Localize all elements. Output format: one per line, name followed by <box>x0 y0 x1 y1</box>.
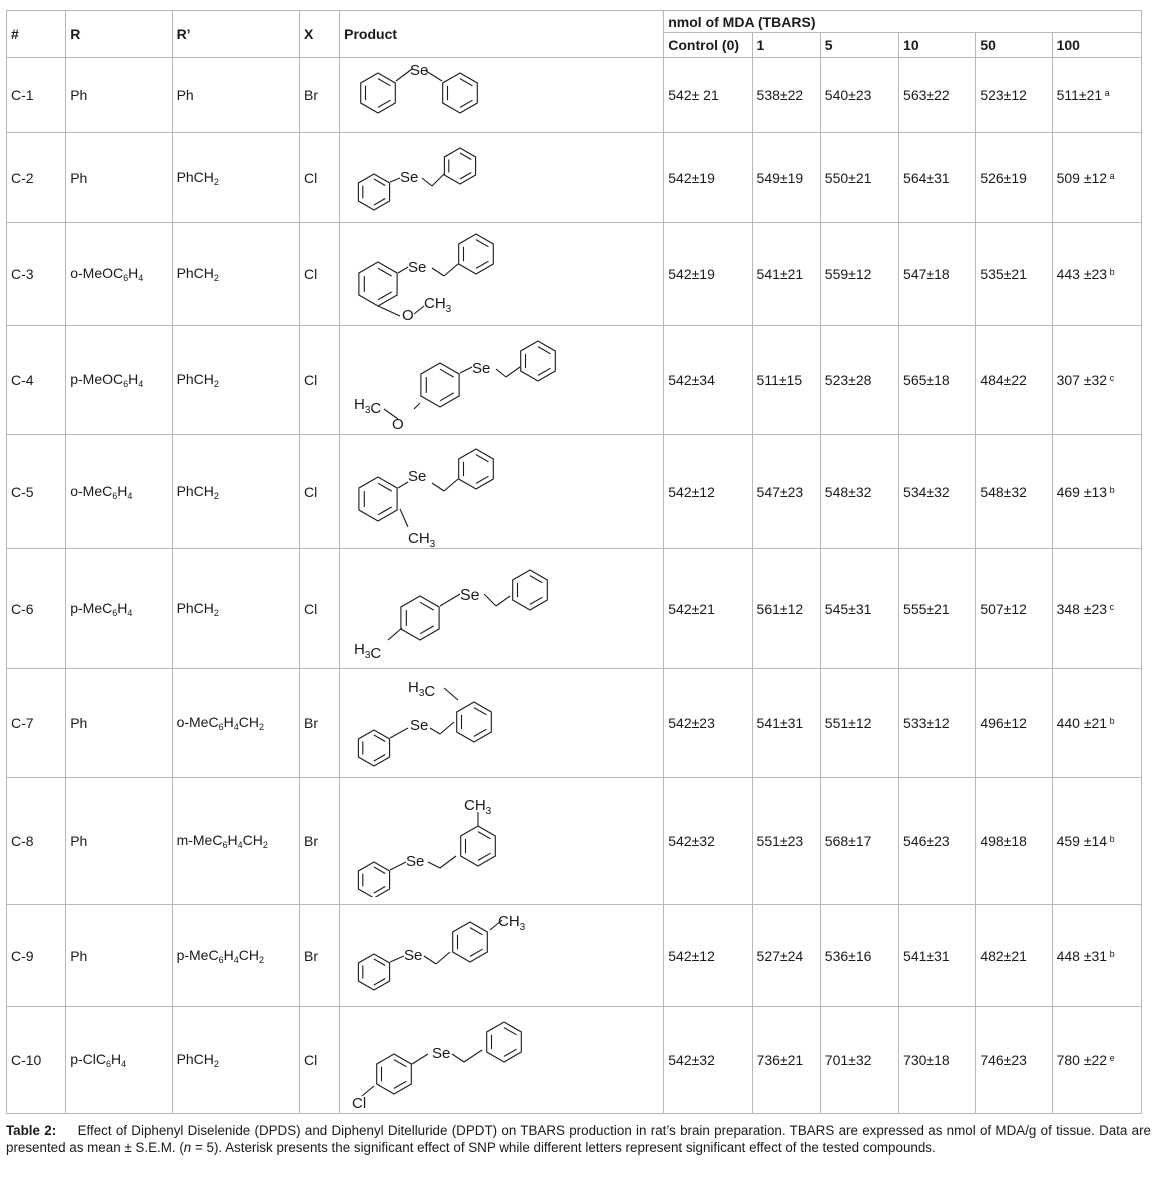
product-structure <box>340 223 664 326</box>
halide-x: Br <box>300 58 340 133</box>
significance-letter: b <box>1107 484 1115 495</box>
mda-value-1: 541±21 <box>752 223 820 326</box>
halide-x: Cl <box>300 1007 340 1114</box>
mda-value-0: 542±19 <box>664 223 752 326</box>
header-conc-5: 100 <box>1052 33 1141 58</box>
compound-id: C-4 <box>7 326 66 435</box>
mda-value-0: 542±23 <box>664 669 752 778</box>
molecule-drawing <box>344 785 644 897</box>
selenium-label: Se <box>404 946 423 964</box>
molecule-drawing <box>344 553 644 665</box>
selenium-label: Se <box>406 853 425 870</box>
caption-text-end: = 5). Asterisk presents the significant effect of SNP while different letters represent significant effect of the tested compounds. <box>191 1140 936 1155</box>
molecule-drawing <box>344 1008 644 1113</box>
r-prime-group: PhCH$_2$ <box>172 1007 299 1114</box>
mda-value-2: 548±32 <box>820 435 898 549</box>
header-mda-group: nmol of MDA (TBARS) <box>664 11 1142 33</box>
r-prime-group: PhCH$_2$ <box>172 223 299 326</box>
r-prime-group: Ph <box>172 58 299 133</box>
table-row <box>7 669 1142 778</box>
oxygen-label: O <box>392 415 404 433</box>
product-structure <box>340 435 664 549</box>
significance-letter: a <box>1102 88 1110 98</box>
mda-value-0: 542±12 <box>664 905 752 1007</box>
molecule-drawing <box>344 134 644 222</box>
table-row <box>7 223 1142 326</box>
table-row <box>7 1007 1142 1114</box>
significance-letter: b <box>1107 267 1115 277</box>
mda-value-2: 523±28 <box>820 326 898 435</box>
table-row <box>7 549 1142 669</box>
mda-value-1: 551±23 <box>752 778 820 905</box>
r-group: Ph <box>66 905 172 1007</box>
caption-label: Table 2: <box>6 1123 57 1138</box>
r-group: $o-MeOC_6H_4$ <box>66 223 172 326</box>
halide-x: Br <box>300 669 340 778</box>
r-group: Ph <box>66 778 172 905</box>
header-conc-3: 10 <box>899 33 976 58</box>
methyl-label: $CH_3$ <box>498 912 526 933</box>
product-structure <box>340 133 664 223</box>
product-structure <box>340 905 664 1007</box>
significance-letter: b <box>1107 716 1115 726</box>
molecule-drawing <box>344 59 644 132</box>
table-row <box>7 778 1142 905</box>
halide-x: Br <box>300 905 340 1007</box>
r-prime-group: PhCH$_2$ <box>172 435 299 549</box>
mda-value-1: 541±31 <box>752 669 820 778</box>
table-row <box>7 326 1142 435</box>
mda-value-0: 542± 21 <box>664 58 752 133</box>
mda-value-1: 549±19 <box>752 133 820 223</box>
mda-value-3: 555±21 <box>899 549 976 669</box>
r-group: $p-ClC_6H_4$ <box>66 1007 172 1114</box>
mda-value-1: 511±15 <box>752 326 820 435</box>
mda-value-2: 701±32 <box>820 1007 898 1114</box>
mda-value-5: 511±21 $^a$ <box>1052 58 1141 133</box>
r-group: Ph <box>66 669 172 778</box>
selenium-label: Se <box>410 61 429 79</box>
caption-text: Effect of Diphenyl Diselenide (DPDS) and Diphenyl Ditelluride (DPDT) on TBARS production in rat’s brain preparation. TBARS are expressed as nmol of MDA/g of tissue. Data are presented as mean ± S.E.M. ( <box>6 1123 1151 1155</box>
r-group: Ph <box>66 133 172 223</box>
mda-value-2: 559±12 <box>820 223 898 326</box>
compound-id: C-9 <box>7 905 66 1007</box>
halide-x: Cl <box>300 223 340 326</box>
selenium-label: Se <box>410 716 429 734</box>
selenium-label: Se <box>472 359 491 377</box>
compound-id: C-8 <box>7 778 66 905</box>
mda-value-5: 509 ±12 $^a$ <box>1052 133 1141 223</box>
compound-id: C-10 <box>7 1007 66 1114</box>
compound-id: C-1 <box>7 58 66 133</box>
mda-value-3: 546±23 <box>899 778 976 905</box>
halide-x: Cl <box>300 549 340 669</box>
halide-x: Cl <box>300 133 340 223</box>
mda-value-3: 547±18 <box>899 223 976 326</box>
mda-value-2: 551±12 <box>820 669 898 778</box>
header-conc-0: Control (0) <box>664 33 752 58</box>
mda-value-5: 459 ±14 $^b$ <box>1052 778 1141 905</box>
mda-value-3: 541±31 <box>899 905 976 1007</box>
selenium-label: Se <box>408 467 427 485</box>
product-structure <box>340 669 664 778</box>
mda-value-5: 348 ±23 $^c$ <box>1052 549 1141 669</box>
mda-value-2: 568±17 <box>820 778 898 905</box>
significance-letter: e <box>1107 1053 1115 1063</box>
significance-letter: b <box>1107 834 1115 844</box>
halide-x: Cl <box>300 435 340 549</box>
mda-value-4: 523±12 <box>976 58 1052 133</box>
mda-value-5: 469 ±13 $^b$ <box>1052 435 1141 549</box>
mda-value-0: 542±12 <box>664 435 752 549</box>
mda-value-1: 561±12 <box>752 549 820 669</box>
molecule-drawing <box>344 436 644 548</box>
methyl-label: $H_3C$ <box>354 395 382 417</box>
mda-value-0: 542±32 <box>664 778 752 905</box>
r-prime-group: $p-MeC_6H_4CH_2$ <box>172 905 299 1007</box>
product-structure <box>340 326 664 435</box>
compound-id: C-7 <box>7 669 66 778</box>
mda-value-3: 534±32 <box>899 435 976 549</box>
chlorine-label: Cl <box>352 1094 367 1112</box>
header-number: # <box>7 11 66 58</box>
mda-value-3: 564±31 <box>899 133 976 223</box>
mda-value-4: 484±22 <box>976 326 1052 435</box>
methyl-label: $CH_3$ <box>464 797 492 817</box>
molecule-drawing <box>344 224 644 325</box>
mda-value-4: 507±12 <box>976 549 1052 669</box>
mda-value-4: 526±19 <box>976 133 1052 223</box>
table-row <box>7 58 1142 133</box>
mda-value-3: 730±18 <box>899 1007 976 1114</box>
halide-x: Br <box>300 778 340 905</box>
mda-value-5: 780 ±22 $^e$ <box>1052 1007 1141 1114</box>
methyl-label: $H_3C$ <box>408 678 436 700</box>
mda-value-5: 307 ±32 $^c$ <box>1052 326 1141 435</box>
mda-value-1: 547±23 <box>752 435 820 549</box>
r-group: $p-MeC_6H_4$ <box>66 549 172 669</box>
mda-value-4: 498±18 <box>976 778 1052 905</box>
compound-id: C-6 <box>7 549 66 669</box>
mda-value-4: 746±23 <box>976 1007 1052 1114</box>
molecule-drawing <box>344 327 644 434</box>
table-row <box>7 905 1142 1007</box>
header-x: X <box>300 11 340 58</box>
mda-value-3: 533±12 <box>899 669 976 778</box>
oxygen-label: O <box>402 306 414 324</box>
header-r: R <box>66 11 172 58</box>
mda-value-2: 550±21 <box>820 133 898 223</box>
r-prime-group: PhCH$_2$ <box>172 549 299 669</box>
product-structure <box>340 549 664 669</box>
r-group: $p-MeOC_6H_4$ <box>66 326 172 435</box>
mda-value-4: 482±21 <box>976 905 1052 1007</box>
product-structure <box>340 778 664 905</box>
mda-value-2: 545±31 <box>820 549 898 669</box>
mda-value-2: 540±23 <box>820 58 898 133</box>
methyl-label: $CH_3$ <box>424 294 452 315</box>
selenium-label: Se <box>460 586 480 604</box>
mda-value-3: 565±18 <box>899 326 976 435</box>
header-conc-4: 50 <box>976 33 1052 58</box>
compound-id: C-5 <box>7 435 66 549</box>
significance-letter: c <box>1107 601 1115 612</box>
mda-value-4: 535±21 <box>976 223 1052 326</box>
r-group: Ph <box>66 58 172 133</box>
header-product: Product <box>340 11 664 58</box>
significance-letter: b <box>1107 948 1115 959</box>
table-caption <box>6 1122 1151 1156</box>
mda-value-5: 440 ±21 $^b$ <box>1052 669 1141 778</box>
mda-value-0: 542±32 <box>664 1007 752 1114</box>
mda-value-1: 527±24 <box>752 905 820 1007</box>
r-group: $o-MeC_6H_4$ <box>66 435 172 549</box>
mda-value-2: 536±16 <box>820 905 898 1007</box>
molecule-drawing <box>344 906 644 1006</box>
methyl-label: $CH_3$ <box>408 529 436 548</box>
header-conc-2: 5 <box>820 33 898 58</box>
r-prime-group: $o-MeC_6H_4CH_2$ <box>172 669 299 778</box>
product-structure <box>340 58 664 133</box>
selenium-label: Se <box>432 1044 451 1062</box>
mda-value-0: 542±19 <box>664 133 752 223</box>
methyl-label: $H_3C$ <box>354 640 382 662</box>
compound-id: C-2 <box>7 133 66 223</box>
mda-value-4: 548±32 <box>976 435 1052 549</box>
product-structure <box>340 1007 664 1114</box>
mda-value-1: 736±21 <box>752 1007 820 1114</box>
mda-value-4: 496±12 <box>976 669 1052 778</box>
table-row <box>7 133 1142 223</box>
caption-n-symbol: n <box>183 1140 192 1155</box>
significance-letter: c <box>1107 373 1115 383</box>
mda-value-0: 542±34 <box>664 326 752 435</box>
mda-value-3: 563±22 <box>899 58 976 133</box>
halide-x: Cl <box>300 326 340 435</box>
mda-value-5: 448 ±31 $^b$ <box>1052 905 1141 1007</box>
selenium-label: Se <box>408 258 427 276</box>
mda-value-0: 542±21 <box>664 549 752 669</box>
significance-letter: a <box>1107 170 1115 181</box>
results-table <box>6 10 1142 1114</box>
table-row <box>7 435 1142 549</box>
mda-value-5: 443 ±23 $^b$ <box>1052 223 1141 326</box>
compound-id: C-3 <box>7 223 66 326</box>
mda-value-1: 538±22 <box>752 58 820 133</box>
selenium-label: Se <box>400 168 419 186</box>
r-prime-group: PhCH$_2$ <box>172 326 299 435</box>
r-prime-group: $m-MeC_6H_4CH_2$ <box>172 778 299 905</box>
molecule-drawing <box>344 670 644 777</box>
header-conc-1: 1 <box>752 33 820 58</box>
r-prime-group: PhCH$_2$ <box>172 133 299 223</box>
header-r-prime: R’ <box>172 11 299 58</box>
